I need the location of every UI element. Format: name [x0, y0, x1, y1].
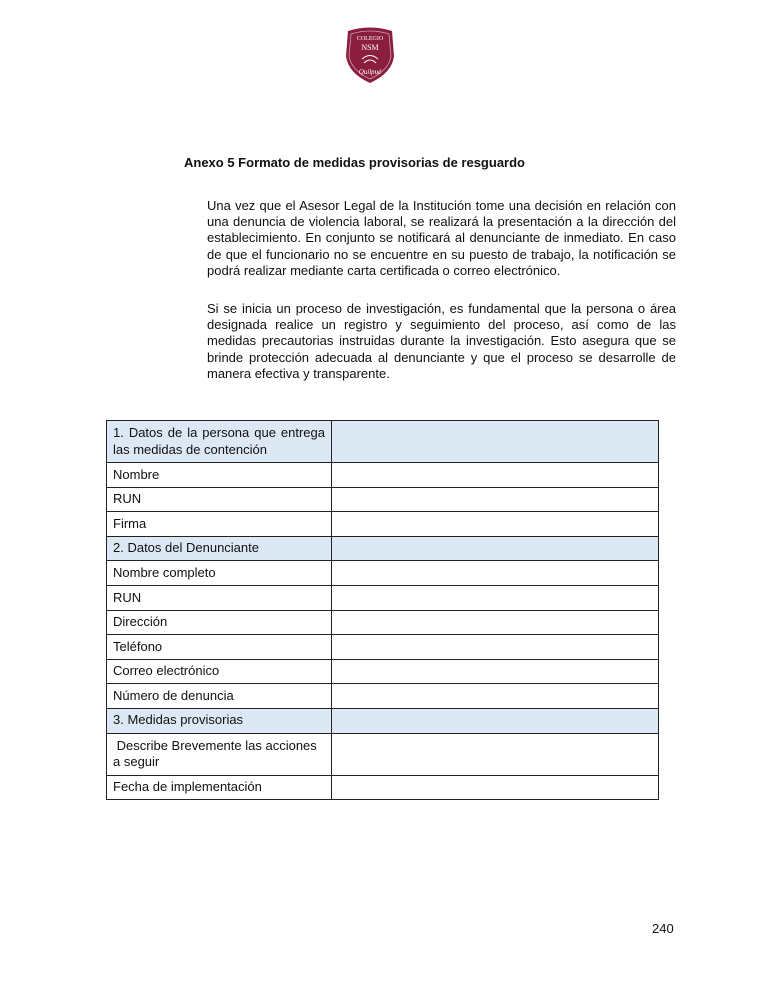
- paragraph-investigation: Si se inicia un proceso de investigación, es fundamental que la persona o área designada realice un registro y seguimiento del proceso, así como de las medidas precautorias instruidas durante la investigación. Esto asegura que se brinde protección adecuada al denunciante y que el proceso se desarrolle de manera efectiva y transparente.: [207, 301, 676, 381]
- table-row: [107, 561, 659, 586]
- row-value-correo[interactable]: [332, 659, 659, 684]
- paragraph-notification: Una vez que el Asesor Legal de la Institución tome una decisión en relación con una denuncia de violencia laboral, se realizará la presentación a la dirección del establecimiento. En conjunto se notificará al denunciante de inmediato. En caso de que el funcionario no se encuentre en su puesto de trabajo, la notificación se podrá realizar mediante carta certificada o correo electrónico.: [207, 198, 676, 278]
- row-label-person-in-charge: 1. Datos de la persona que entrega las medidas de contención: [107, 421, 332, 463]
- row-label-nombre-completo: Nombre completo: [107, 561, 332, 586]
- table-row: [107, 512, 659, 537]
- row-label-fecha: Fecha de implementación: [107, 775, 332, 800]
- table-row: [107, 487, 659, 512]
- table-row: [107, 585, 659, 610]
- row-label-numero-denuncia: Número de denuncia: [107, 684, 332, 709]
- row-value-telefono[interactable]: [332, 635, 659, 660]
- logo-text-colegio: COLEGIO: [356, 36, 384, 42]
- table-row: [107, 635, 659, 660]
- row-label-run-denunciante: RUN: [107, 585, 332, 610]
- table-row: [107, 733, 659, 775]
- row-value-firma[interactable]: [332, 512, 659, 537]
- row-value-fecha[interactable]: [332, 775, 659, 800]
- table-row: [107, 463, 659, 488]
- row-label-direccion: Dirección: [107, 610, 332, 635]
- row-value-numero-denuncia[interactable]: [332, 684, 659, 709]
- logo-text-nsm: NSM: [361, 43, 379, 52]
- row-label-nombre: Nombre: [107, 463, 332, 488]
- section-row-medidas: [107, 708, 659, 733]
- school-crest-logo: [342, 26, 398, 84]
- row-value-run[interactable]: [332, 487, 659, 512]
- section-row-person-in-charge: [107, 421, 659, 463]
- row-label-medidas-section: 3. Medidas provisorias: [107, 708, 332, 733]
- provisional-measures-form: [106, 420, 659, 800]
- row-value-run-denunciante[interactable]: [332, 585, 659, 610]
- table-row: [107, 775, 659, 800]
- logo-text-quilpue: Quilpué: [358, 68, 382, 76]
- page-title: Anexo 5 Formato de medidas provisorias de resguardo: [184, 155, 525, 170]
- page-number: 240: [652, 921, 674, 936]
- row-value-denunciante-section[interactable]: [332, 536, 659, 561]
- table-row: [107, 610, 659, 635]
- row-value-medidas-section[interactable]: [332, 708, 659, 733]
- row-value-nombre-completo[interactable]: [332, 561, 659, 586]
- row-value-person-in-charge[interactable]: [332, 421, 659, 463]
- row-label-denunciante-section: 2. Datos del Denunciante: [107, 536, 332, 561]
- table-row: [107, 659, 659, 684]
- row-value-acciones[interactable]: [332, 733, 659, 775]
- row-label-telefono: Teléfono: [107, 635, 332, 660]
- row-label-correo: Correo electrónico: [107, 659, 332, 684]
- table-row: [107, 684, 659, 709]
- section-row-denunciante: [107, 536, 659, 561]
- row-value-direccion[interactable]: [332, 610, 659, 635]
- row-value-nombre[interactable]: [332, 463, 659, 488]
- row-label-acciones: Describe Brevemente las acciones a seguir: [107, 733, 332, 775]
- row-label-run: RUN: [107, 487, 332, 512]
- row-label-firma: Firma: [107, 512, 332, 537]
